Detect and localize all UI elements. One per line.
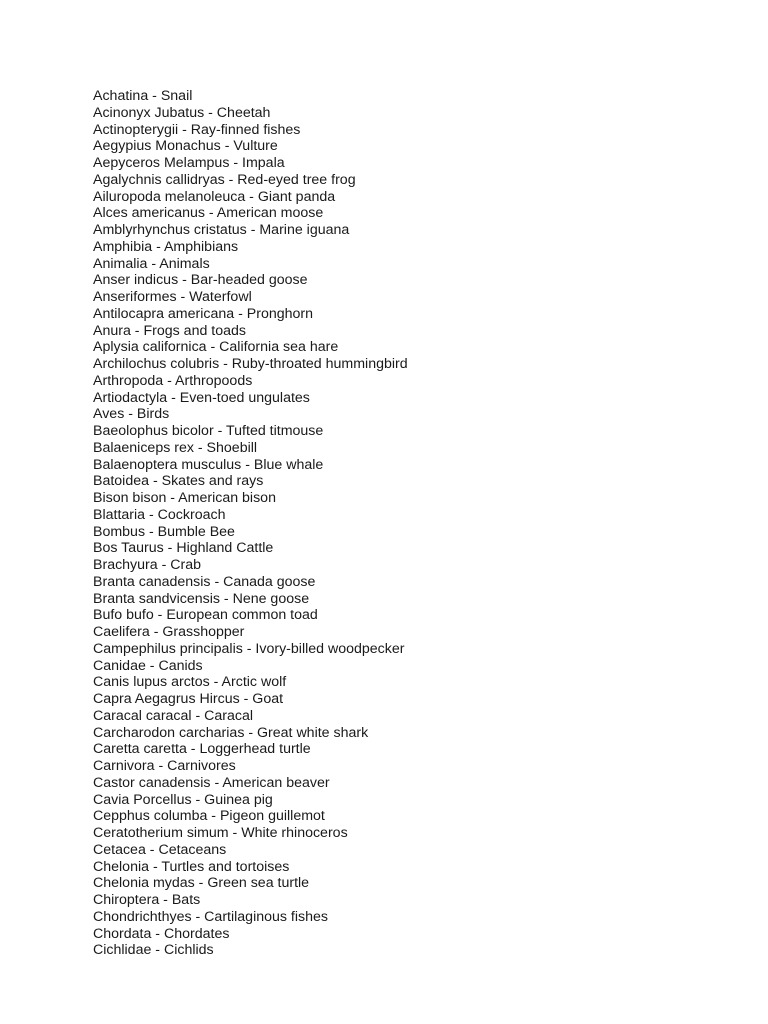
list-item: Caretta caretta - Loggerhead turtle bbox=[93, 741, 311, 758]
list-item: Cepphus columba - Pigeon guillemot bbox=[93, 808, 325, 825]
list-item: Campephilus principalis - Ivory-billed woodpecker bbox=[93, 640, 405, 657]
list-item: Caracal caracal - Caracal bbox=[93, 707, 254, 724]
list-item: Blattaria - Cockroach bbox=[93, 506, 226, 523]
list-item: Acinonyx Jubatus - Cheetah bbox=[93, 104, 271, 121]
list-item: Capra Aegagrus Hircus - Goat bbox=[93, 691, 284, 707]
list-item: Chondrichthyes - Cartilaginous fishes bbox=[93, 908, 328, 925]
list-item: Chordata - Chordates bbox=[93, 925, 230, 942]
list-item: Aepyceros Melampus - Impala bbox=[93, 155, 285, 171]
list-item: Branta sandvicensis - Nene goose bbox=[93, 590, 310, 607]
list-item: Canidae - Canids bbox=[93, 657, 203, 674]
list-item: Chelonia - Turtles and tortoises bbox=[93, 858, 290, 875]
list-item: Amblyrhynchus cristatus - Marine iguana bbox=[93, 222, 350, 238]
list-item: Cavia Porcellus - Guinea pig bbox=[93, 791, 273, 808]
list-item: Archilochus colubris - Ruby-throated hummingbird bbox=[93, 356, 408, 372]
list-item: Canis lupus arctos - Arctic wolf bbox=[93, 674, 287, 691]
list-item: Alces americanus - American moose bbox=[93, 205, 324, 222]
list-item: Carcharodon carcharias - Great white shark bbox=[93, 724, 369, 741]
list-item: Chiroptera - Bats bbox=[93, 892, 201, 908]
list-item: Animalia - Animals bbox=[93, 255, 210, 272]
list-item: Cichlidae - Cichlids bbox=[93, 942, 214, 959]
list-item: Bison bison - American bison bbox=[93, 490, 276, 506]
list-item: Anser indicus - Bar-headed goose bbox=[93, 272, 308, 289]
list-item: Bufo bufo - European common toad bbox=[93, 607, 318, 624]
list-item: Ailuropoda melanoleuca - Giant panda bbox=[93, 188, 336, 205]
list-item: Branta canadensis - Canada goose bbox=[93, 573, 316, 590]
list-item: Balaeniceps rex - Shoebill bbox=[93, 439, 258, 456]
list-item: Agalychnis callidryas - Red-eyed tree frog bbox=[93, 171, 356, 188]
list-item: Amphibia - Amphibians bbox=[93, 238, 239, 255]
list-item: Aplysia californica - California sea hare bbox=[93, 339, 339, 356]
list-item: Actinopterygii - Ray-finned fishes bbox=[93, 121, 301, 138]
list-item: Castor canadensis - American beaver bbox=[93, 774, 330, 791]
list-item: Aegypius Monachus - Vulture bbox=[93, 138, 278, 155]
list-item: Achatina - Snail bbox=[93, 88, 193, 104]
list-item: Carnivora - Carnivores bbox=[93, 758, 236, 774]
list-item: Anura - Frogs and toads bbox=[93, 322, 246, 339]
list-item: Balaenoptera musculus - Blue whale bbox=[93, 456, 324, 473]
list-item: Brachyura - Crab bbox=[93, 557, 202, 573]
list-item: Cetacea - Cetaceans bbox=[93, 841, 227, 858]
list-item: Aves - Birds bbox=[93, 406, 170, 423]
list-item: Baeolophus bicolor - Tufted titmouse bbox=[93, 423, 324, 439]
list-item: Arthropoda - Arthropoods bbox=[93, 372, 253, 389]
list-item: Ceratotherium simum - White rhinoceros bbox=[93, 825, 348, 841]
list-item: Anseriformes - Waterfowl bbox=[93, 289, 252, 305]
list-item: Chelonia mydas - Green sea turtle bbox=[93, 875, 310, 892]
list-item: Bos Taurus - Highland Cattle bbox=[93, 540, 274, 557]
list-item: Batoidea - Skates and rays bbox=[93, 473, 264, 490]
list-item: Caelifera - Grasshopper bbox=[93, 624, 245, 640]
species-list bbox=[93, 88, 408, 959]
list-item: Artiodactyla - Even-toed ungulates bbox=[93, 389, 310, 406]
list-item: Antilocapra americana - Pronghorn bbox=[93, 305, 314, 322]
list-item: Bombus - Bumble Bee bbox=[93, 523, 235, 540]
